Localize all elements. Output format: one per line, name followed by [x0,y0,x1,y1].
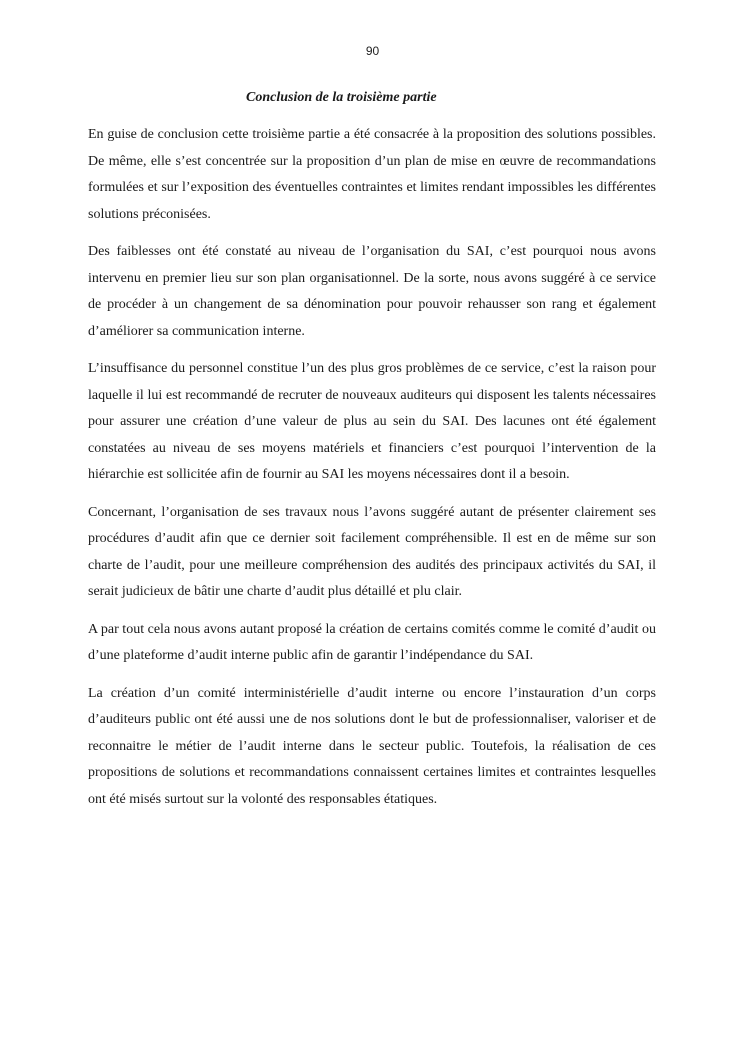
document-body [88,122,656,824]
section-heading: Conclusion de la troisième partie [246,90,437,105]
paragraph-6: La création d’un comité interministérielle d’audit interne ou encore l’instauration d’un corps d’auditeurs public ont été aussi une de nos solutions dont le but de professionnaliser, valoriser et de reconnaitre le métier de l’audit interne dans le secteur public. Toutefois, la réalisation de ces propositions de solutions et recommandations connaissent certaines limites et contraintes lesquelles ont été misés surtout sur la volonté des responsables étatiques. [88,685,656,807]
paragraph-4: Concernant, l’organisation de ses travaux nous l’avons suggéré autant de présenter clairement ses procédures d’audit afin que ce dernier soit facilement compréhensible. Il est en de même sur son charte de l’audit, pour une meilleure compréhension des audités des principaux activités du SAI, il serait judicieux de bâtir une charte d’audit plus détaillé et plu clair. [88,504,656,599]
paragraph-5: A par tout cela nous avons autant proposé la création de certains comités comme le comité d’audit ou d’une plateforme d’audit interne public afin de garantir l’indépendance du SAI. [88,621,656,663]
paragraph-3: L’insuffisance du personnel constitue l’un des plus gros problèmes de ce service, c’est la raison pour laquelle il lui est recommandé de recruter de nouveaux auditeurs qui disposent les talents nécessaires pour assurer une création d’une valeur de plus au sein du SAI. Des lacunes ont été également constatées au niveau de ses moyens matériels et financiers c’est pourquoi l’intervention de la hiérarchie est sollicitée afin de fournir au SAI les moyens nécessaires dont il a besoin. [88,361,656,482]
page-number: 90 [365,44,380,58]
paragraph-1: En guise de conclusion cette troisième partie a été consacrée à la proposition des solutions possibles. De même, elle s’est concentrée sur la proposition d’un plan de mise en œuvre de recommandations formulées et sur l’exposition des éventuelles contraintes et limites rendant impossibles les différentes solutions préconisées. [88,127,656,222]
paragraph-2: Des faiblesses ont été constaté au niveau de l’organisation du SAI, c’est pourquoi nous avons intervenu en premier lieu sur son plan organisationnel. De la sorte, nous avons suggéré à ce service de procéder à un changement de sa dénomination pour pouvoir rehausser son rang et également d’améliorer sa communication interne. [88,244,656,339]
